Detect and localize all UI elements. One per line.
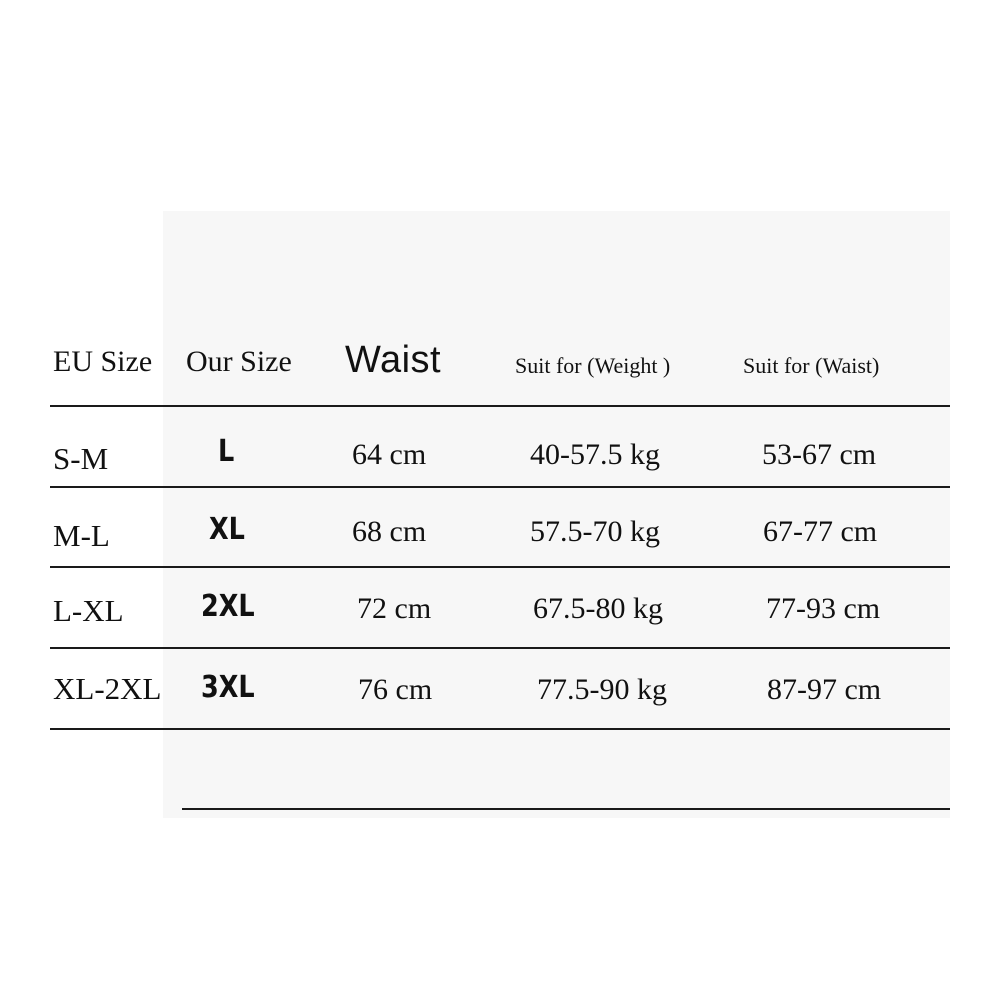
row-3-our-size: 2XL — [201, 589, 255, 624]
row-3-suit-weight: 67.5-80 kg — [533, 592, 663, 625]
row-1-suit-waist: 53-67 cm — [762, 438, 877, 471]
row-2-eu-size: M-L — [53, 518, 110, 553]
row-1-suit-weight: 40-57.5 kg — [530, 438, 660, 471]
row-4-waist: 76 cm — [358, 673, 433, 706]
row-2-suit-waist: 67-77 cm — [763, 515, 878, 548]
table-rule — [50, 566, 950, 568]
row-1-eu-size: S-M — [53, 441, 109, 476]
header-our-size: Our Size — [186, 345, 292, 378]
row-1-our-size: L — [218, 434, 235, 469]
table-rule — [50, 405, 950, 407]
header-waist: Waist — [345, 339, 442, 381]
table-rule — [182, 808, 950, 810]
row-1-waist: 64 cm — [352, 438, 427, 471]
table-rule — [50, 728, 950, 730]
header-eu-size: EU Size — [53, 345, 153, 378]
row-3-suit-waist: 77-93 cm — [766, 592, 881, 625]
table-rule — [50, 647, 950, 649]
row-2-our-size: XL — [209, 512, 245, 547]
row-3-eu-size: L-XL — [53, 593, 124, 628]
row-2-suit-weight: 57.5-70 kg — [530, 515, 660, 548]
row-4-suit-waist: 87-97 cm — [767, 673, 882, 706]
row-3-waist: 72 cm — [357, 592, 432, 625]
row-4-our-size: 3XL — [201, 670, 255, 705]
row-2-waist: 68 cm — [352, 515, 427, 548]
row-4-eu-size: XL-2XL — [53, 671, 162, 706]
table-rule — [50, 486, 950, 488]
row-4-suit-weight: 77.5-90 kg — [537, 673, 667, 706]
header-suit-weight: Suit for (Weight ) — [515, 353, 671, 378]
header-suit-waist: Suit for (Waist) — [743, 353, 880, 378]
